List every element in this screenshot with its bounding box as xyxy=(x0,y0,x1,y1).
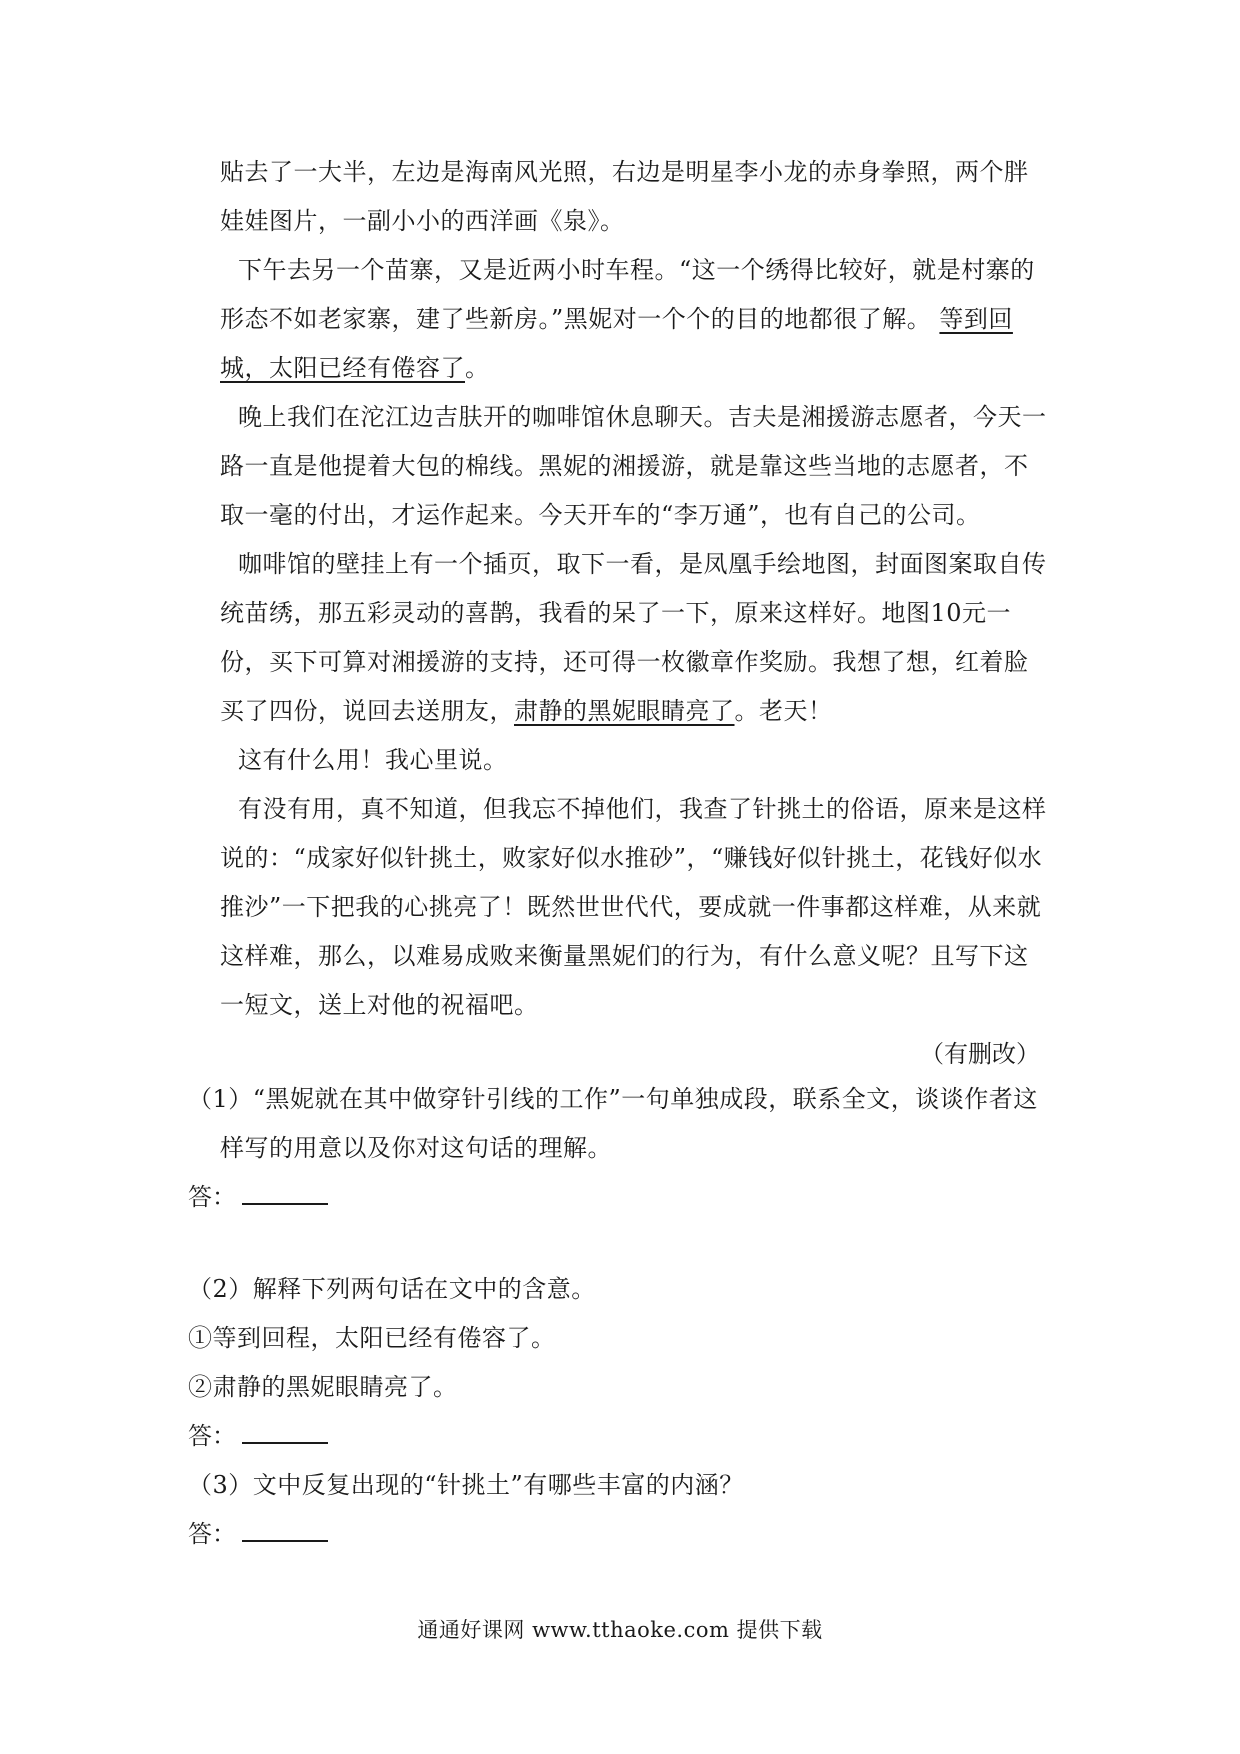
paragraph-3: 晚上我们在沱江边吉肤开的咖啡馆休息聊天。吉夫是湘援游志愿者，今天一路一直是他提着大包的棉线。黑妮的湘援游，就是靠这些当地的志愿者，不取一毫的付出，才运作起来。今天开车的“李万通”，也有自己的公司。 xyxy=(220,403,1047,529)
question-2-block xyxy=(188,1265,1058,1559)
paragraph-2 xyxy=(220,246,1050,393)
source-note: （有删改） xyxy=(920,1040,1040,1068)
reading-passage xyxy=(220,148,1050,1079)
question-2-item-2: ②肃静的黑妮眼睛亮了。 xyxy=(188,1373,458,1401)
question-1-block xyxy=(188,1075,1058,1222)
answer-label: 答： xyxy=(188,1520,236,1548)
paragraph-6: 有没有用，真不知道，但我忘不掉他们，我查了针挑土的俗语，原来是这样说的：“成家好似针挑土，败家好似水推砂”，“赚钱好似针挑土，花钱好似水推沙”一下把我的心挑亮了！既然世世代代，要成就一件事都这样难，从来就这样难，那么，以难易成败来衡量黑妮们的行为，有什么意义呢？且写下这一短文，送上对他的祝福吧。 xyxy=(220,795,1047,1019)
answer-line-1 xyxy=(188,1173,1058,1222)
question-1: （1）“黑妮就在其中做穿针引线的工作”一句单独成段，联系全文，谈谈作者这样写的用意以及你对这句话的理解。 xyxy=(188,1085,1038,1162)
paragraph-4-end: 。老天！ xyxy=(734,697,833,725)
answer-blank-1[interactable] xyxy=(242,1179,328,1205)
paragraph-1: 贴去了一大半，左边是海南风光照，右边是明星李小龙的赤身拳照，两个胖娃娃图片，一副小小的西洋画《泉》。 xyxy=(220,158,1029,235)
answer-label: 答： xyxy=(188,1422,236,1450)
paragraph-2-text: 下午去另一个苗寨，又是近两小时车程。“这一个绣得比较好，就是村寨的形态不如老家寨，建了些新房。”黑妮对一个个的目的地都很了解。 xyxy=(220,256,1035,333)
answer-blank-2[interactable] xyxy=(242,1418,328,1444)
underlined-sentence-2: 肃静的黑妮眼睛亮了 xyxy=(514,697,735,725)
answer-blank-3[interactable] xyxy=(242,1516,328,1542)
paragraph-2-end: 。 xyxy=(465,354,490,382)
question-2-item-1: ①等到回程，太阳已经有倦容了。 xyxy=(188,1324,556,1352)
answer-line-2 xyxy=(188,1412,1058,1461)
question-2: （2）解释下列两句话在文中的含意。 xyxy=(188,1275,596,1303)
page-footer: 通通好课网 www.tthaoke.com 提供下载 xyxy=(417,1618,823,1642)
answer-label: 答： xyxy=(188,1183,236,1211)
paragraph-5: 这有什么用！我心里说。 xyxy=(238,746,508,774)
paragraph-4-text: 咖啡馆的壁挂上有一个插页，取下一看，是凤凰手绘地图，封面图案取自传统苗绣，那五彩灵动的喜鹊，我看的呆了一下，原来这样好。地图10元一份，买下可算对湘援游的支持，还可得一枚徽章作奖励。我想了想，红着脸买了四份，说回去送朋友， xyxy=(220,550,1047,725)
underlined-sentence-1: 等到回城，太阳已经有倦容了 xyxy=(220,305,1013,382)
answer-line-3 xyxy=(188,1510,1058,1559)
question-3: （3）文中反复出现的“针挑土”有哪些丰富的内涵？ xyxy=(188,1471,744,1499)
paragraph-4 xyxy=(220,540,1050,736)
